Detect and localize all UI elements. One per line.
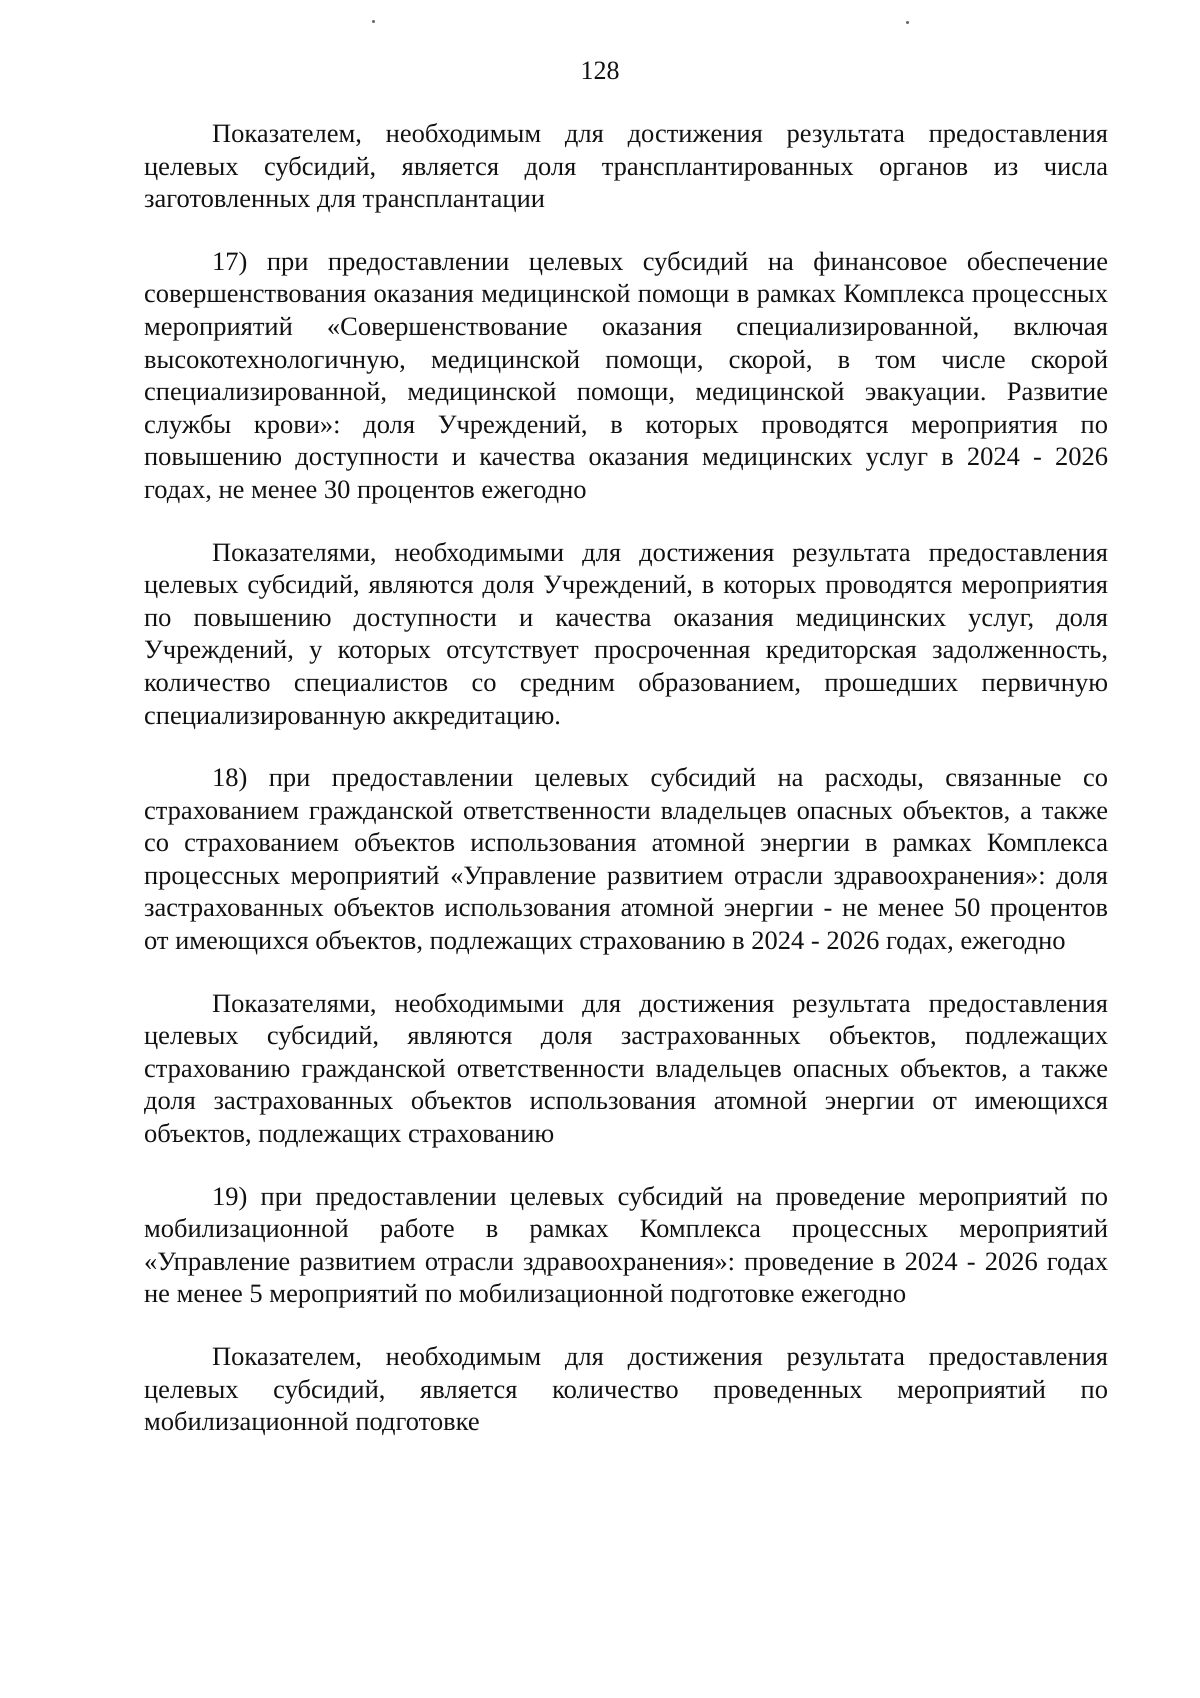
page-number: 128	[580, 56, 620, 85]
paragraph-item-19: 19) при предоставлении целевых субсидий на проведение мероприятий по мобилизационной работе в рамках Комплекса процессных мероприятий «Управление развитием отрасли здравоохранения»: проведение в 2024 - 2026 годах не менее 5 мероприятий по мобилизационной подготовке ежегодно	[144, 1180, 1108, 1309]
paragraph-indicator-19: Показателем, необходимым для достижения результата предоставления целевых субсидий, является количество проведенных мероприятий по мобилизационной подготовке	[144, 1341, 1108, 1437]
paragraph-indicators-17: Показателями, необходимыми для достижения результата предоставления целевых субсидий, являются доля Учреждений, в которых проводятся мероприятия по повышению доступности и качества оказания медицинских услуг, доля Учреждений, у которых отсутствует просроченная кредиторская задолженность, количество специалистов со средним образованием, прошедших первичную специализированную аккредитацию.	[144, 536, 1108, 730]
paragraph-indicator-transplant: Показателем, необходимым для достижения результата предоставления целевых субсидий, является доля трансплантированных органов из числа заготовленных для трансплантации	[144, 118, 1108, 214]
paragraph-indicators-18: Показателями, необходимыми для достижения результата предоставления целевых субсидий, являются доля застрахованных объектов, подлежащих страхованию гражданской ответственности владельцев опасных объектов, а также доля застрахованных объектов использования атомной энергии от имеющихся объектов, подлежащих страхованию	[144, 987, 1108, 1149]
document-body	[144, 117, 1108, 1468]
scan-speck	[372, 20, 375, 23]
scan-speck	[906, 21, 909, 24]
paragraph-item-18: 18) при предоставлении целевых субсидий на расходы, связанные со страхованием гражданской ответственности владельцев опасных объектов, а также со страхованием объектов использования атомной энергии в рамках Комплекса процессных мероприятий «Управление развитием отрасли здравоохранения»: доля застрахованных объектов использования атомной энергии - не менее 50 процентов от имеющихся объектов, подлежащих страхованию в 2024 - 2026 годах, ежегодно	[144, 762, 1108, 956]
paragraph-item-17: 17) при предоставлении целевых субсидий на финансовое обеспечение совершенствования оказания медицинской помощи в рамках Комплекса процессных мероприятий «Совершенствование оказания специализированной, включая высокотехнологичную, медицинской помощи, скорой, в том числе скорой специализированной, медицинской помощи, медицинской эвакуации. Развитие службы крови»: доля Учреждений, в которых проводятся мероприятия по повышению доступности и качества оказания медицинских услуг в 2024 - 2026 годах, не менее 30 процентов ежегодно	[144, 245, 1108, 504]
